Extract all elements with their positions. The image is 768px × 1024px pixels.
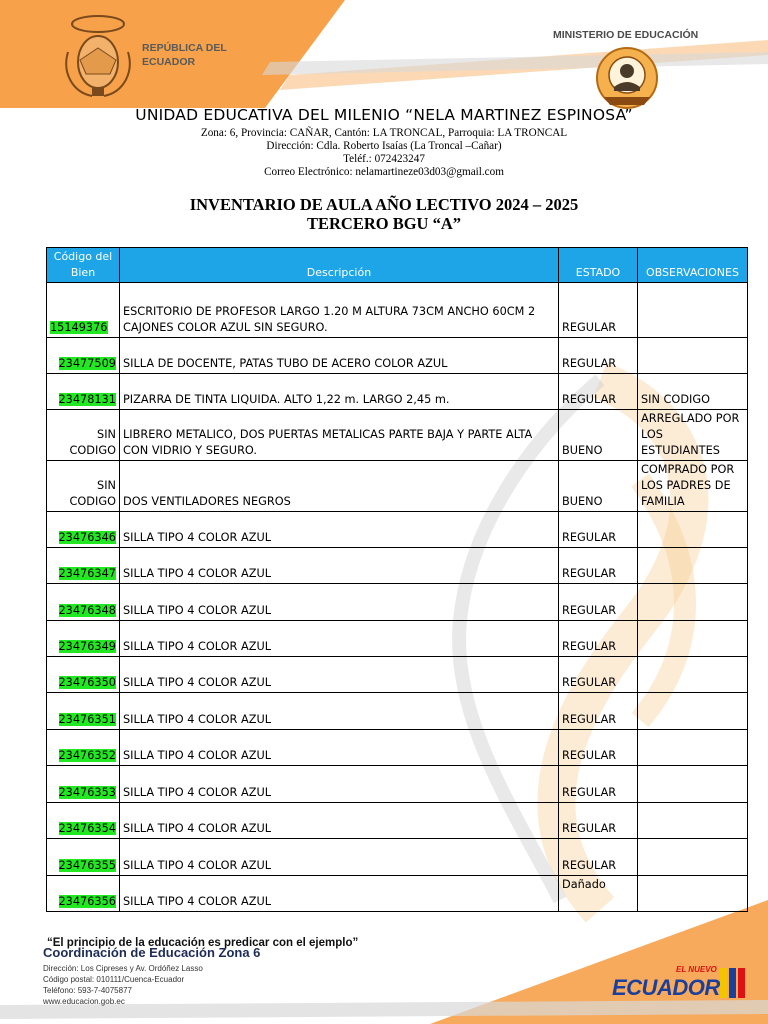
code-value: 23476351	[58, 713, 116, 726]
document-title: INVENTARIO DE AULA AÑO LECTIVO 2024 – 2025	[189, 195, 579, 214]
code-value: 23476353	[58, 786, 116, 799]
cell-status: REGULAR	[559, 657, 638, 693]
code-value: 23476354	[58, 822, 116, 835]
cell-status: BUENO	[559, 410, 638, 461]
cell-notes	[638, 693, 748, 730]
cell-description: SILLA TIPO 4 COLOR AZUL	[120, 803, 559, 839]
cell-description: ESCRITORIO DE PROFESOR LARGO 1.20 M ALTURA 73CM ANCHO 60CM 2 CAJONES COLOR AZUL SIN SEGURO.	[120, 283, 559, 338]
cell-code	[47, 693, 120, 730]
cell-status: REGULAR	[559, 730, 638, 766]
footer-quote: “El principio de la educación es predicar con el ejemplo”	[47, 937, 359, 949]
cell-code	[47, 283, 120, 338]
cell-notes	[638, 338, 748, 374]
cell-status: Dañado	[559, 876, 638, 912]
table-row	[47, 876, 748, 912]
cell-notes: SIN CODIGO	[638, 374, 748, 410]
ecuador-coat-of-arms-icon	[62, 12, 134, 102]
cell-status: REGULAR	[559, 693, 638, 730]
cell-description: SILLA TIPO 4 COLOR AZUL	[120, 621, 559, 657]
cell-status: REGULAR	[559, 338, 638, 374]
table-row	[47, 338, 748, 374]
footer-web: www.educacion.gob.ec	[43, 997, 125, 1006]
footer-coordination: Coordinación de Educación Zona 6	[43, 945, 261, 960]
cell-code	[47, 657, 120, 693]
footer-contact	[43, 963, 203, 1007]
cell-status: BUENO	[559, 461, 638, 512]
footer-postal: Código postal: 010111/Cuenca-Ecuador	[43, 975, 185, 984]
cell-description: SILLA TIPO 4 COLOR AZUL	[120, 693, 559, 730]
republic-line-1: REPÚBLICA DEL	[142, 42, 227, 54]
cell-status: REGULAR	[559, 621, 638, 657]
cell-status: REGULAR	[559, 374, 638, 410]
table-row	[47, 766, 748, 803]
cell-code: SIN CODIGO	[47, 410, 120, 461]
cell-status: REGULAR	[559, 283, 638, 338]
code-value: 23476352	[58, 749, 116, 762]
code-value: 15149376	[50, 321, 108, 334]
cell-notes	[638, 283, 748, 338]
brand-small-label: EL NUEVO	[676, 965, 717, 974]
cell-status: REGULAR	[559, 839, 638, 876]
table-row	[47, 410, 748, 461]
header-status: ESTADO	[559, 248, 638, 283]
cell-status: REGULAR	[559, 548, 638, 584]
school-address: Dirección: Cdla. Roberto Isaías (La Troncal –Cañar)	[266, 140, 502, 152]
table-row	[47, 584, 748, 621]
table-row	[47, 512, 748, 548]
code-value: 23476347	[58, 567, 116, 580]
table-row	[47, 839, 748, 876]
cell-notes: COMPRADO POR LOS PADRES DE FAMILIA	[638, 461, 748, 512]
cell-notes	[638, 839, 748, 876]
cell-code	[47, 338, 120, 374]
cell-notes	[638, 657, 748, 693]
ministry-label: MINISTERIO DE EDUCACIÓN	[553, 29, 699, 41]
table-row	[47, 730, 748, 766]
code-value: 23476355	[58, 859, 116, 872]
republic-line-2: ECUADOR	[142, 56, 196, 68]
cell-notes	[638, 803, 748, 839]
cell-description: DOS VENTILADORES NEGROS	[120, 461, 559, 512]
flag-stripe-blue	[729, 968, 736, 998]
cell-description: PIZARRA DE TINTA LIQUIDA. ALTO 1,22 m. LARGO 2,45 m.	[120, 374, 559, 410]
cell-notes: ARREGLADO POR LOS ESTUDIANTES	[638, 410, 748, 461]
code-value: 23478131	[58, 393, 116, 406]
cell-notes	[638, 730, 748, 766]
cell-code	[47, 839, 120, 876]
cell-code	[47, 512, 120, 548]
cell-code	[47, 730, 120, 766]
school-seal-icon	[594, 45, 660, 111]
flag-stripe-yellow	[720, 968, 727, 998]
cell-status: REGULAR	[559, 584, 638, 621]
cell-notes	[638, 548, 748, 584]
table-row	[47, 283, 748, 338]
cell-notes	[638, 512, 748, 548]
flag-stripe-red	[738, 968, 745, 998]
cell-description: SILLA TIPO 4 COLOR AZUL	[120, 766, 559, 803]
header-notes: OBSERVACIONES	[638, 248, 748, 283]
cell-description: SILLA TIPO 4 COLOR AZUL	[120, 730, 559, 766]
brand-logo-text: ECUADOR	[612, 975, 720, 1000]
cell-code	[47, 766, 120, 803]
code-value: 23476349	[58, 640, 116, 653]
cell-description: SILLA TIPO 4 COLOR AZUL	[120, 584, 559, 621]
footer-phone: Teléfono: 593-7-4075877	[43, 986, 132, 995]
school-email: Correo Electrónico: nelamartineze03d03@gmail.com	[264, 166, 504, 178]
cell-notes	[638, 621, 748, 657]
table-header-row	[47, 248, 748, 283]
cell-code	[47, 621, 120, 657]
cell-description: SILLA DE DOCENTE, PATAS TUBO DE ACERO COLOR AZUL	[120, 338, 559, 374]
cell-code	[47, 803, 120, 839]
code-value: 23477509	[58, 357, 116, 370]
table-row	[47, 803, 748, 839]
table-row	[47, 693, 748, 730]
footer-address: Dirección: Los Cipreses y Av. Ordóñez Lasso	[43, 964, 203, 973]
cell-description: SILLA TIPO 4 COLOR AZUL	[120, 512, 559, 548]
cell-status: REGULAR	[559, 803, 638, 839]
table-row	[47, 374, 748, 410]
cell-code	[47, 374, 120, 410]
code-value: 23476356	[58, 895, 116, 908]
table-row	[47, 621, 748, 657]
table-row	[47, 461, 748, 512]
cell-description: SILLA TIPO 4 COLOR AZUL	[120, 839, 559, 876]
cell-code	[47, 584, 120, 621]
cell-status: REGULAR	[559, 766, 638, 803]
cell-notes	[638, 766, 748, 803]
cell-description: SILLA TIPO 4 COLOR AZUL	[120, 657, 559, 693]
school-phone: Teléf.: 072423247	[343, 153, 425, 165]
header-code: Código del Bien	[47, 248, 120, 283]
document-subtitle: TERCERO BGU “A”	[306, 214, 462, 233]
school-name: UNIDAD EDUCATIVA DEL MILENIO “NELA MARTINEZ ESPINOSA”	[135, 106, 633, 124]
cell-code	[47, 548, 120, 584]
code-value: 23476350	[58, 676, 116, 689]
table-row	[47, 548, 748, 584]
table-row	[47, 657, 748, 693]
cell-description: LIBRERO METALICO, DOS PUERTAS METALICAS PARTE BAJA Y PARTE ALTA CON VIDRIO Y SEGURO.	[120, 410, 559, 461]
cell-notes	[638, 876, 748, 912]
cell-code: SIN CODIGO	[47, 461, 120, 512]
republic-label	[142, 41, 227, 69]
code-value: 23476346	[58, 531, 116, 544]
code-value: 23476348	[58, 604, 116, 617]
cell-description: SILLA TIPO 4 COLOR AZUL	[120, 548, 559, 584]
header-description: Descripción	[120, 248, 559, 283]
cell-status: REGULAR	[559, 512, 638, 548]
cell-notes	[638, 584, 748, 621]
cell-code	[47, 876, 120, 912]
school-zone: Zona: 6, Provincia: CAÑAR, Cantón: LA TRONCAL, Parroquia: LA TRONCAL	[200, 127, 568, 139]
inventory-table	[46, 247, 748, 912]
cell-description: SILLA TIPO 4 COLOR AZUL	[120, 876, 559, 912]
